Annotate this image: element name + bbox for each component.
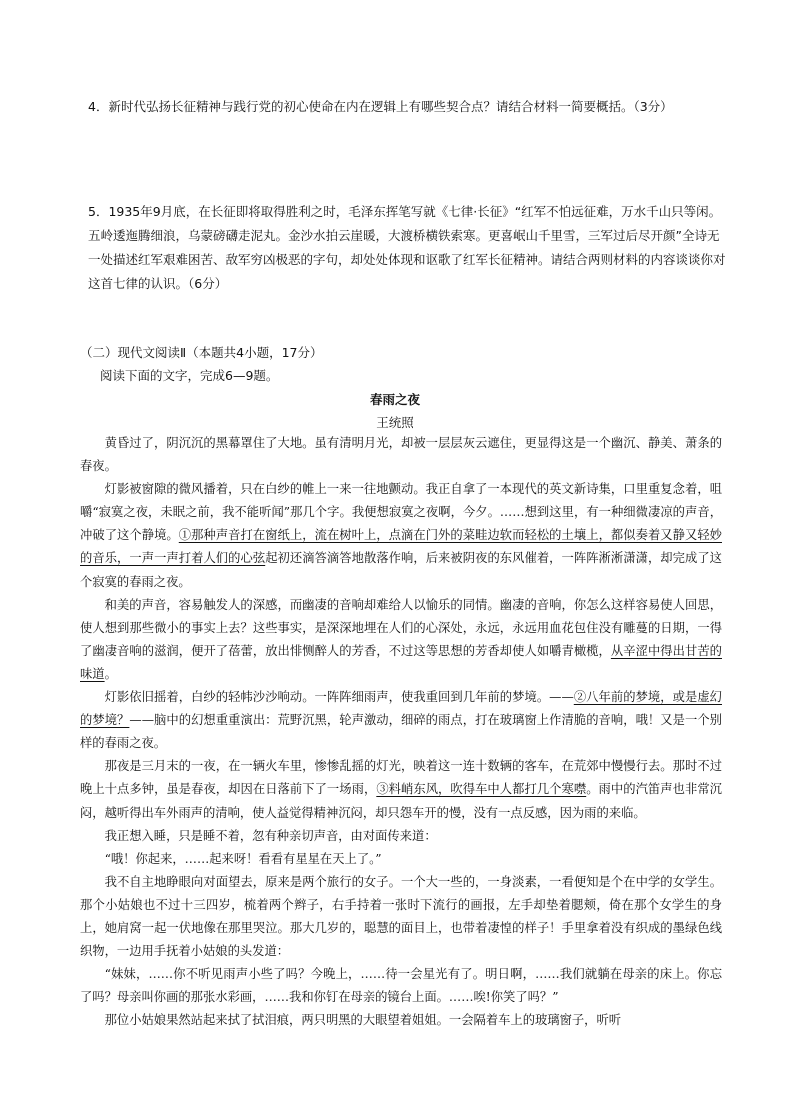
underlined-sentence-2: ②八年前的梦境，或是虚幻的梦境？ [80, 690, 722, 728]
paragraph-8: 我不自主地睁眼向对面望去，原来是两个旅行的女子。一个大一些的，一身淡素，一看便知是个在中学的女学生。那个小姑娘也不过十三四岁，梳着两个辫子，右手持着一张时下流行的画报，左手却垫着腮颊，倚在那个女学生的身上，她肩窝一起一伏地像在那里哭泣。那大几岁的，聪慧的面目上，也带着凄惶的样子！手里拿着没有织成的墨绿色线织物，一边用手抚着小姑娘的头发道： [80, 874, 722, 959]
underlined-phrase: 从辛涩中得出甘苦的味道 [80, 643, 722, 681]
paragraph-text: 灯影被窗隙的微风播着，只在白纱的帷上一来一往地颤动。我正自拿了一本现代的英文新诗集，口里重复念着，咀嚼“寂寞之夜，未眠之前，我不能听闻”那几个字。我便想寂寞之夜啊，今夕。……想到这里，有一种细微凄凉的声音，冲破了这个静境。 [80, 482, 722, 543]
underlined-sentence-3: ③料峭东风，吹得车中人都打几个寒噤 [376, 782, 587, 797]
reading-instruction: 阅读下面的文字，完成6—9题。 [100, 368, 279, 383]
question-5: 5．1935年9月底，在长征即将取得胜利之时，毛泽东挥笔写就《七律·长征》“红军不怕远征难，万水千山只等闲。五岭逶迤腾细浪，乌蒙磅礴走泥丸。金沙水拍云崖暖，大渡桥横铁索寒。更喜岷山千里雪，三军过后尽开颜”全诗无一处描述红军艰难困苦、敌军穷凶极恶的字句，却处处体现和讴歌了红军长征精神。请结合两则材料的内容谈谈你对这首七律的认识。（6分） [88, 204, 726, 291]
paragraph-2 [80, 478, 722, 593]
paragraph-1: 黄昏过了，阴沉沉的黑幕罩住了大地。虽有清明月光，却被一层层灰云遮住，更显得这是一个幽沉、静美、萧条的春夜。 [80, 436, 722, 474]
paragraph-text: 那夜是三月末的一夜，在一辆火车里，惨惨乱摇的灯光，映着这一连十数辆的客车，在荒郊中慢慢行去。那时不过晚上十点多钟，虽是春夜，却因在日落前下了一场雨， [80, 759, 722, 797]
paragraph-4 [80, 686, 722, 755]
paragraph-text: 和美的声音，容易触发人的深感，而幽凄的音响却难给人以愉乐的同情。幽凄的音响，你怎么这样容易使人回思，使人想到那些微小的事实上去？这些事实，是深深地埋在人们的心深处，永远，永远用血花包住没有雕蔓的日期，一得了幽凄音响的滋润，便开了蓓蕾，放出悱恻醉人的芳香，不过这等思想的芳香却使人如嚼青橄榄， [80, 597, 722, 658]
paragraph-10: 那位小姑娘果然站起来拭了拭泪痕，两只明黑的大眼望着姐姐。一会隔着车上的玻璃窗子，听听 [104, 1013, 622, 1028]
article-title: 春雨之夜 [369, 392, 420, 407]
article-body [80, 432, 722, 1032]
question-4: 4．新时代弘扬长征精神与践行党的初心使命在内在逻辑上有哪些契合点？请结合材料一简要概括。（3分） [88, 99, 673, 114]
section-heading: （二）现代文阅读Ⅱ（本题共4小题，17分） [80, 345, 323, 360]
paragraph-3 [80, 594, 722, 686]
paragraph-7: “哦！你起来，……起来呀！看看有星星在天上了。” [104, 851, 382, 866]
underlined-sentence-1: ①那种声音打在窗纸上，流在树叶上，点滴在门外的菜畦边软而轻松的土壤上，都似奏着又静又轻妙的音乐，一声一声打着人们的心弦 [80, 528, 722, 566]
paragraph-text: 起初还滴答滴答地散落作响，后来被阴夜的东风催着，一阵阵淅淅潇潇，却完成了这个寂寞的春雨之夜。 [80, 551, 722, 589]
paragraph-text: 。 [104, 666, 117, 681]
paragraph-6: 我正想入睡，只是睡不着，忽有种亲切声音，由对面传来道： [104, 828, 437, 843]
paragraph-text: ——脑中的幻想重重演出：荒野沉黑，轮声激动，细碎的雨点，打在玻璃窗上作清脆的音响，哦！又是一个别样的春雨之夜。 [80, 713, 722, 751]
paragraph-text: 。雨中的汽笛声也非常沉闷，越听得出车外雨声的清响，使人益觉得精神沉闷，却只怨车开的慢，没有一点反感，因为雨的来临。 [80, 782, 722, 820]
article-author: 王统照 [376, 415, 414, 430]
paragraph-9: “妹妹，……你不听见雨声小些了吗？今晚上，……待一会星光有了。明日啊，……我们就躺在母亲的床上。你忘了吗？母亲叫你画的那张水彩画，……我和你钉在母亲的镜台上面。……唉!你笑了吗？” [80, 967, 722, 1005]
paragraph-text: 灯影依旧摇着，白纱的轻帏沙沙响动。一阵阵细雨声，使我重回到几年前的梦境。—— [104, 690, 574, 705]
paragraph-5 [80, 755, 722, 824]
